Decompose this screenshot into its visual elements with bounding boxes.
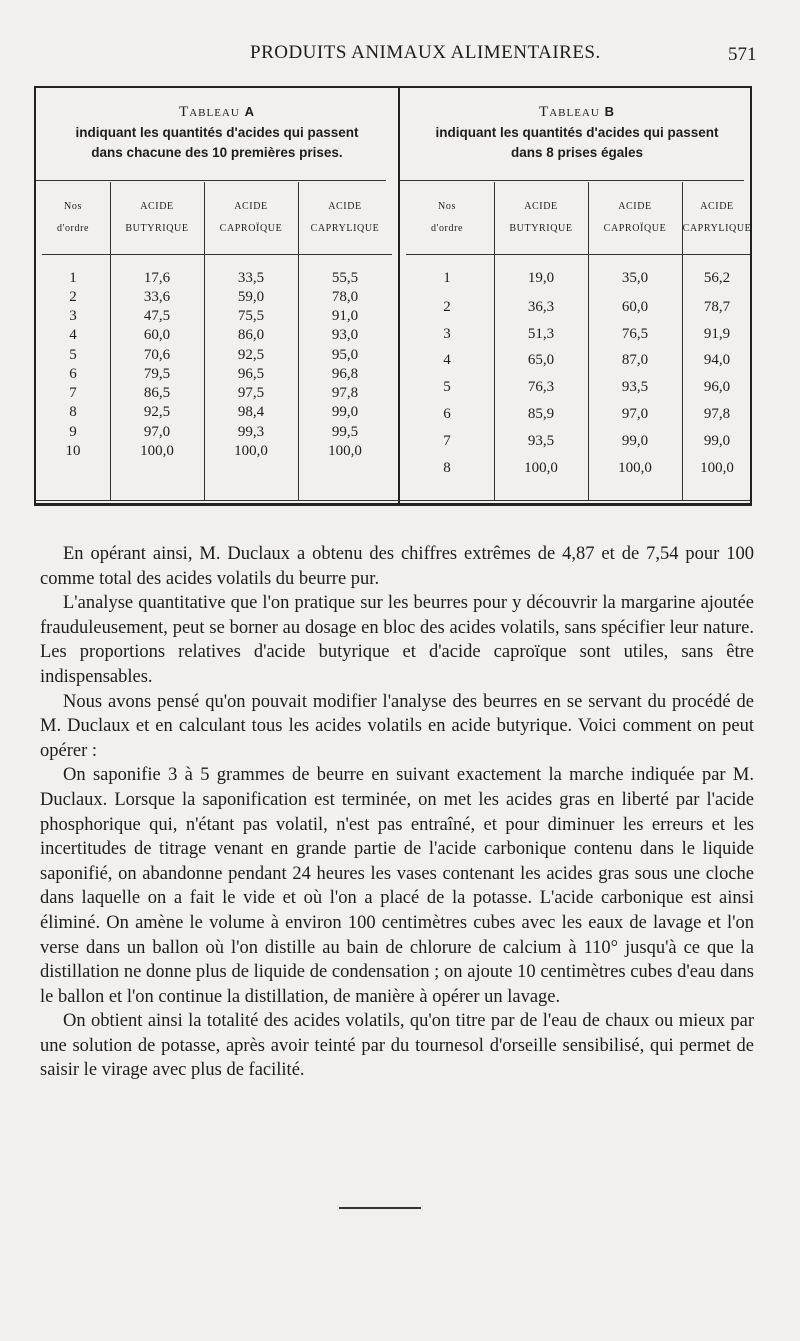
table-a-cell: 100,0 (140, 443, 174, 459)
table-a-column-header-line1: ACIDE (328, 201, 362, 212)
table-b-cell: 76,3 (527, 379, 555, 395)
table-b-column-header (494, 196, 588, 240)
table-b-column-header-line2: CAPROÏQUE (603, 223, 667, 234)
table-b-cell: 36,3 (527, 299, 555, 315)
body-paragraph: On saponifie 3 à 5 grammes de beurre en suivant exactement la marche indiquée par M. Duclaux. Lorsque la saponification est terminée, on met les acides gras en liberté par l'acide phosphorique qui, n'étant pas volatil, n'est pas entraîné, et pour diminuer les erreurs et les incertitudes de titrage venant en grande partie de l'acide carbonique contenu dans le liquide saponifié, on abandonne pendant 24 heures les vases contenant les acides gras sous une cloche dans laquelle on a fait le vide et où l'on a placé de la potasse. L'acide carbonique est ainsi éliminé. On amène le volume à environ 100 centimètres cubes avec les eaux de lavage et l'on verse dans un ballon où l'on distille au bain de chlorure de calcium à 110° jusqu'à ce que la distillation ne donne plus de liquide de condensation ; on ajoute 10 centimètres cubes d'eau dans le ballon et l'on continue la distillation, de manière à opérer un lavage. (40, 765, 754, 1007)
table-a-column-header-line1: Nos (64, 201, 82, 212)
table-a-cell: 100,0 (328, 443, 362, 459)
table-b-cell: 51,3 (527, 326, 555, 342)
table-a-caption (36, 104, 398, 163)
table-b-cell: 8 (443, 460, 451, 476)
table-b-column-header-line1: ACIDE (524, 201, 558, 212)
table-b-cell: 4 (443, 352, 451, 368)
table-a-cell: 93,0 (331, 327, 359, 343)
table-a-column-header (298, 196, 392, 240)
table-b-column-header (588, 196, 682, 240)
page-number: 571 (728, 44, 757, 65)
table-a-cell: 33,6 (143, 289, 171, 305)
table-b-column-divider (682, 182, 683, 500)
table-a-cell: 86,0 (237, 327, 265, 343)
table-a-column-divider (204, 182, 205, 500)
running-header (0, 42, 800, 72)
body-text (40, 542, 754, 1083)
table-b-caption-rule (400, 180, 744, 181)
table-a-column-header-line2: d'ordre (56, 223, 90, 234)
table-b-column-header-line2: BUTYRIQUE (509, 223, 573, 234)
table-b-cell: 94,0 (703, 352, 731, 368)
table-a-cell: 17,6 (143, 270, 171, 286)
table-a-cell: 2 (69, 289, 77, 305)
table-a-column-header-line2: BUTYRIQUE (125, 223, 189, 234)
table-a (36, 88, 398, 503)
table-b-header-rule (406, 254, 750, 255)
table-a-column-header-line2: CAPRYLIQUE (310, 223, 380, 234)
page-title: PRODUITS ANIMAUX ALIMENTAIRES. (250, 42, 601, 63)
body-paragraph: Nous avons pensé qu'on pouvait modifier l'analyse des beurres en se servant du procédé de M. Duclaux et en calculant tous les acides volatils en acide butyrique. Voici comment on peut opérer : (40, 691, 754, 761)
table-b-letter: B (604, 104, 615, 119)
table-b-cell: 99,0 (703, 433, 731, 449)
table-a-cell: 97,5 (237, 385, 265, 401)
table-b-column-header (682, 196, 752, 240)
table-b-cell: 96,0 (703, 379, 731, 395)
table-b-cell: 2 (443, 299, 451, 315)
table-a-letter: A (244, 104, 255, 119)
end-rule (339, 1207, 421, 1209)
table-a-cell: 92,5 (143, 404, 171, 420)
table-a-cell: 6 (69, 366, 77, 382)
table-b-desc-line2: dans 8 prises égales (510, 145, 644, 160)
table-b-cell: 97,8 (703, 406, 731, 422)
table-a-column-header-line1: ACIDE (234, 201, 268, 212)
table-b-cell: 35,0 (621, 270, 649, 286)
table-a-cell: 55,5 (331, 270, 359, 286)
table-b-column-header-line2: CAPRYLIQUE (682, 223, 752, 234)
table-b-cell: 85,9 (527, 406, 555, 422)
tables-frame (34, 86, 752, 506)
table-a-name: Tableau (179, 104, 240, 120)
table-a-cell: 5 (69, 347, 77, 363)
table-b-column-header-line2: d'ordre (430, 223, 464, 234)
table-a-cell: 1 (69, 270, 77, 286)
table-a-cell: 3 (69, 308, 77, 324)
table-b-cell: 93,5 (621, 379, 649, 395)
table-b-cell: 99,0 (621, 433, 649, 449)
table-a-column-divider (110, 182, 111, 500)
table-a-column-header (204, 196, 298, 240)
table-b-cell: 91,9 (703, 326, 731, 342)
table-a-desc-line1: indiquant les quantités d'acides qui passent (75, 125, 359, 140)
table-a-column-header (36, 196, 110, 240)
table-a-cell: 86,5 (143, 385, 171, 401)
table-b-cell: 1 (443, 270, 451, 286)
table-a-cell: 60,0 (143, 327, 171, 343)
table-b-column-divider (494, 182, 495, 500)
table-a-cell: 95,0 (331, 347, 359, 363)
table-a-column-header-line1: ACIDE (140, 201, 174, 212)
table-a-cell: 75,5 (237, 308, 265, 324)
table-a-cell: 7 (69, 385, 77, 401)
table-a-cell: 96,5 (237, 366, 265, 382)
table-b-cell: 76,5 (621, 326, 649, 342)
table-b-cell: 19,0 (527, 270, 555, 286)
table-a-cell: 9 (69, 424, 77, 440)
body-paragraph: On obtient ainsi la totalité des acides volatils, qu'on titre par de l'eau de chaux ou mieux par une solution de potasse, après avoir teinté par du tournesol d'orseille sensibilisé, qui permet de saisir le virage avec plus de facilité. (40, 1011, 754, 1081)
table-b-cell: 93,5 (527, 433, 555, 449)
table-b-cell: 78,7 (703, 299, 731, 315)
table-a-column-divider (298, 182, 299, 500)
table-b-column-header-line1: ACIDE (618, 201, 652, 212)
table-b-cell: 100,0 (618, 460, 652, 476)
table-a-cell: 97,8 (331, 385, 359, 401)
table-a-cell: 10 (65, 443, 81, 459)
table-a-cell: 99,5 (331, 424, 359, 440)
table-b-cell: 65,0 (527, 352, 555, 368)
table-b-cell: 5 (443, 379, 451, 395)
table-a-cell: 78,0 (331, 289, 359, 305)
table-a-column-header (110, 196, 204, 240)
table-a-desc-line2: dans chacune des 10 premières prises. (91, 145, 343, 160)
table-b-cell: 7 (443, 433, 451, 449)
table-a-cell: 100,0 (234, 443, 268, 459)
table-a-cell: 99,0 (331, 404, 359, 420)
table-b-cell: 87,0 (621, 352, 649, 368)
table-b (398, 88, 754, 503)
table-b-column-header (400, 196, 494, 240)
body-paragraph: L'analyse quantitative que l'on pratique sur les beurres pour y découvrir la margarine ajoutée frauduleusement, peut se borner au dosage en bloc des acides volatils, sans spécifier leur nature. Les proportions relatives d'acide butyrique et d'acide caproïque sont utiles, sans être indispensables. (40, 593, 754, 687)
table-a-cell: 70,6 (143, 347, 171, 363)
table-b-column-divider (588, 182, 589, 500)
table-a-column-header-line2: CAPROÏQUE (219, 223, 283, 234)
table-a-cell: 92,5 (237, 347, 265, 363)
table-a-cell: 98,4 (237, 404, 265, 420)
table-bottom-rule (36, 500, 750, 501)
table-a-caption-rule (36, 180, 386, 181)
table-a-cell: 91,0 (331, 308, 359, 324)
table-a-cell: 8 (69, 404, 77, 420)
table-b-cell: 56,2 (703, 270, 731, 286)
table-a-cell: 99,3 (237, 424, 265, 440)
table-a-cell: 47,5 (143, 308, 171, 324)
body-paragraph: En opérant ainsi, M. Duclaux a obtenu des chiffres extrêmes de 4,87 et de 7,54 pour 100 comme total des acides volatils du beurre pur. (40, 544, 754, 589)
table-b-cell: 3 (443, 326, 451, 342)
table-b-column-header-line1: ACIDE (700, 201, 734, 212)
table-a-cell: 4 (69, 327, 77, 343)
table-b-cell: 100,0 (700, 460, 734, 476)
table-a-cell: 79,5 (143, 366, 171, 382)
table-b-name: Tableau (539, 104, 600, 120)
table-b-cell: 97,0 (621, 406, 649, 422)
table-a-cell: 96,8 (331, 366, 359, 382)
table-b-cell: 100,0 (524, 460, 558, 476)
table-b-column-header-line1: Nos (438, 201, 456, 212)
table-b-cell: 60,0 (621, 299, 649, 315)
table-a-cell: 59,0 (237, 289, 265, 305)
table-b-cell: 6 (443, 406, 451, 422)
table-b-desc-line1: indiquant les quantités d'acides qui passent (435, 125, 719, 140)
table-b-caption (400, 104, 754, 163)
table-a-cell: 33,5 (237, 270, 265, 286)
table-a-cell: 97,0 (143, 424, 171, 440)
table-a-header-rule (42, 254, 392, 255)
